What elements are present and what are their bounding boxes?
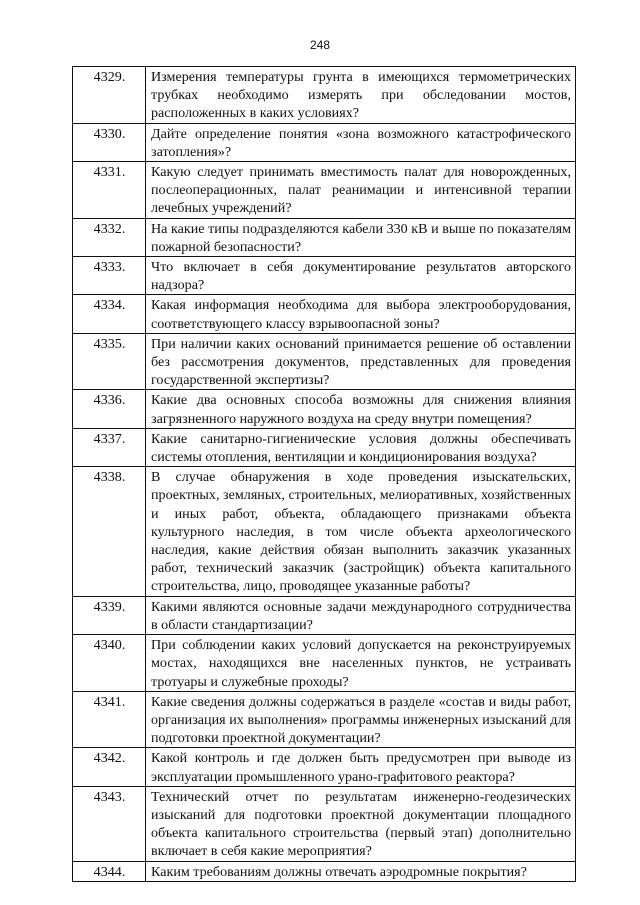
question-number: 4329. (73, 67, 146, 124)
table-row (73, 748, 576, 786)
question-text: При соблюдении каких условий допускается на реконструируемых мостах, находящихся вне населенных пунктов, не устраивать тротуары и служебные проходы? (146, 635, 576, 692)
table-row (73, 333, 576, 390)
question-text: Измерения температуры грунта в имеющихся термометрических трубках необходимо измерять при обследовании мостов, расположенных в каких условиях? (146, 67, 576, 124)
table-row (73, 786, 576, 861)
question-text: Что включает в себя документирование результатов авторского надзора? (146, 257, 576, 295)
question-text: Какой контроль и где должен быть предусмотрен при выводе из эксплуатации промышленного урано-графитового реактора? (146, 748, 576, 786)
question-number: 4330. (73, 123, 146, 161)
question-text: Какими являются основные задачи международного сотрудничества в области стандартизации? (146, 596, 576, 634)
question-text: При наличии каких оснований принимается решение об оставлении без рассмотрения документов, представленных для проведения государственной экспертизы? (146, 333, 576, 390)
question-number: 4332. (73, 218, 146, 256)
table-row (73, 861, 576, 881)
question-number: 4334. (73, 295, 146, 333)
question-number: 4342. (73, 748, 146, 786)
question-text: Какие санитарно-гигиенические условия должны обеспечивать системы отопления, вентиляции и кондиционирования воздуха? (146, 428, 576, 466)
questions-table-body (73, 67, 576, 882)
question-text: Какая информация необходима для выбора электрооборудования, соответствующего классу взрывоопасной зоны? (146, 295, 576, 333)
question-number: 4333. (73, 257, 146, 295)
table-row (73, 467, 576, 596)
question-text: В случае обнаружения в ходе проведения изыскательских, проектных, земляных, строительных, мелиоративных, хозяйственных и иных работ, объекта, обладающего признаками объекта культурного наследия, в том числе объекта археологического наследия, какие действия обязан выполнить заказчик указанных работ, технический заказчик (застройщик) объекта капитального строительства, лицо, проводящее указанные работы? (146, 467, 576, 596)
table-row (73, 218, 576, 256)
question-text: Дайте определение понятия «зона возможного катастрофического затопления»? (146, 123, 576, 161)
table-row (73, 691, 576, 748)
question-text: Какие сведения должны содержаться в разделе «состав и виды работ, организация их выполнения» программы инженерных изысканий для подготовки проектной документации? (146, 691, 576, 748)
page-number: 248 (309, 38, 331, 52)
question-text: На какие типы подразделяются кабели 330 кВ и выше по показателям пожарной безопасности? (146, 218, 576, 256)
question-number: 4339. (73, 596, 146, 634)
table-row (73, 295, 576, 333)
question-number: 4343. (73, 786, 146, 861)
question-number: 4341. (73, 691, 146, 748)
question-text: Каким требованиям должны отвечать аэродромные покрытия? (146, 861, 576, 881)
table-row (73, 390, 576, 428)
question-number: 4331. (73, 162, 146, 219)
question-text: Технический отчет по результатам инженерно-геодезических изысканий для подготовки проектной документации площадного объекта капитального строительства (первый этап) дополнительно включает в себя какие мероприятия? (146, 786, 576, 861)
table-row (73, 596, 576, 634)
question-number: 4344. (73, 861, 146, 881)
table-row (73, 635, 576, 692)
table-row (73, 428, 576, 466)
question-number: 4337. (73, 428, 146, 466)
question-number: 4338. (73, 467, 146, 596)
question-number: 4336. (73, 390, 146, 428)
table-row (73, 67, 576, 124)
table-row (73, 123, 576, 161)
question-text: Какую следует принимать вместимость палат для новорожденных, послеоперационных, палат реанимации и интенсивной терапии лечебных учреждений? (146, 162, 576, 219)
table-row (73, 162, 576, 219)
table-row (73, 257, 576, 295)
question-number: 4340. (73, 635, 146, 692)
question-text: Какие два основных способа возможны для снижения влияния загрязненного наружного воздуха на среду внутри помещения? (146, 390, 576, 428)
question-number: 4335. (73, 333, 146, 390)
questions-table (72, 66, 576, 882)
